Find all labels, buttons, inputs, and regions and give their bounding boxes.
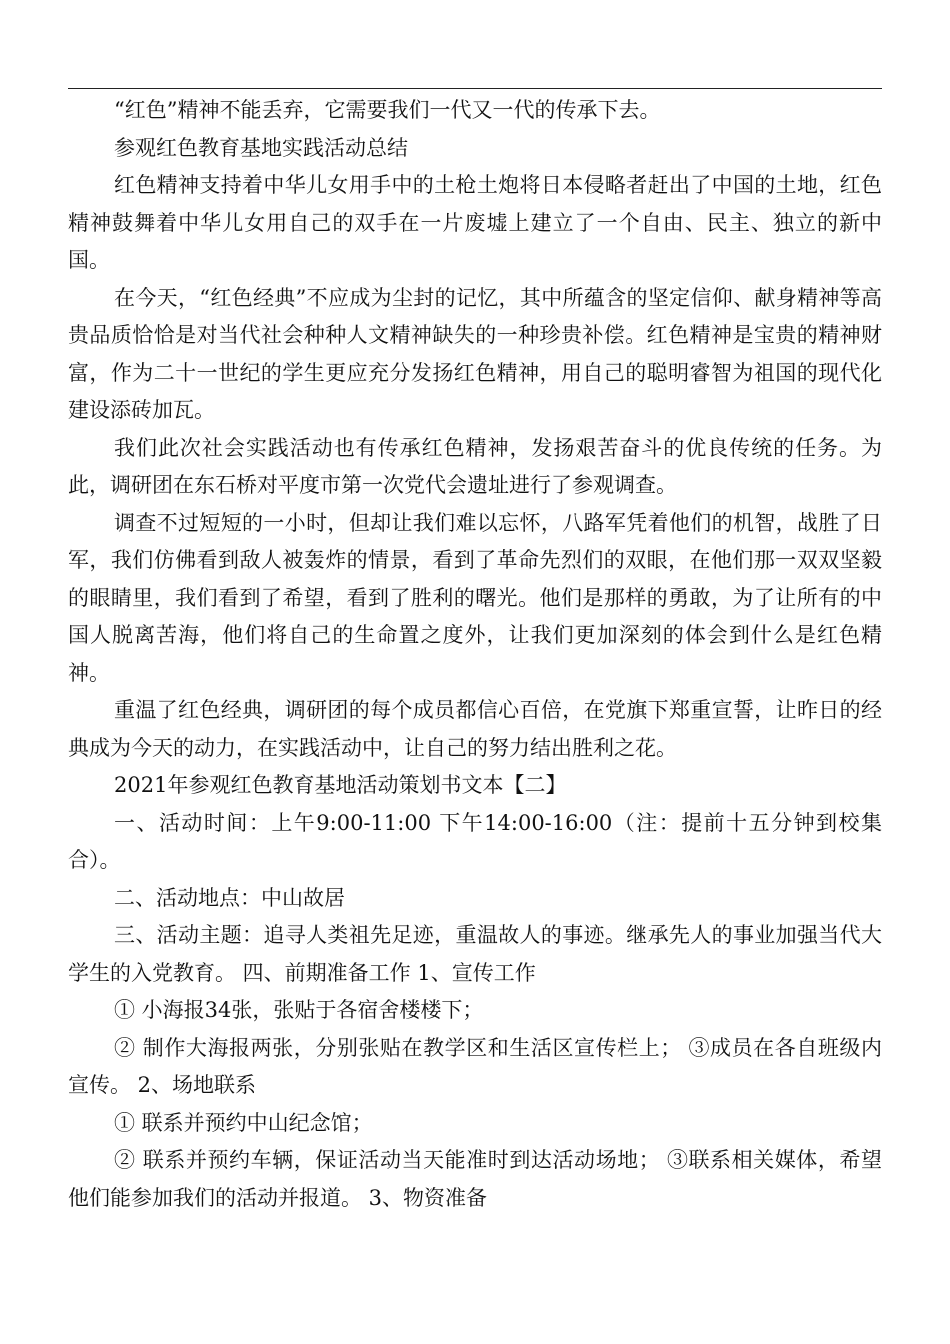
paragraph-6: 调查不过短短的一小时，但却让我们难以忘怀，八路军凭着他们的机智，战胜了日军，我们仿佛看到敌人被轰炸的情景，看到了革命先烈们的双眼，在他们那一双双坚毅的眼睛里，我们看到了希望，看到了胜利的曙光。他们是那样的勇敢，为了让所有的中国人脱离苦海，他们将自己的生命置之度外，让我们更加深刻的体会到什么是红色精神。 bbox=[68, 510, 882, 685]
activity-location: 二、活动地点：中山故居 bbox=[114, 885, 345, 910]
paragraph-7: 重温了红色经典，调研团的每个成员都信心百倍，在党旗下郑重宣誓，让昨日的经典成为今天的动力，在实践活动中，让自己的努力结出胜利之花。 bbox=[68, 698, 882, 760]
section-title-summary: 参观红色教育基地实践活动总结 bbox=[114, 135, 408, 160]
header-rule bbox=[68, 88, 882, 89]
activity-theme: 三、活动主题：追寻人类祖先足迹，重温故人的事迹。继承先人的事业加强当代大学生的入党教育。 四、前期准备工作 1、宣传工作 bbox=[68, 923, 882, 985]
paragraph-5: 我们此次社会实践活动也有传承红色精神，发扬艰苦奋斗的优良传统的任务。为此，调研团在东石桥对平度市第一次党代会遗址进行了参观调查。 bbox=[68, 435, 882, 497]
prep-item-1: ① 小海报34张，张贴于各宿舍楼楼下； bbox=[114, 998, 484, 1022]
activity-time: 一、活动时间：上午9:00-11:00 下午14:00-16:00（注：提前十五分钟到校集合）。 bbox=[68, 810, 882, 872]
venue-item-2: ② 联系并预约车辆，保证活动当天能准时到达活动场地； ③联系相关媒体，希望他们能参加我们的活动并报道。 3、物资准备 bbox=[68, 1148, 882, 1210]
prep-item-2: ② 制作大海报两张，分别张贴在教学区和生活区宣传栏上； ③成员在各自班级内宣传。 2、场地联系 bbox=[68, 1035, 882, 1097]
section-title-plan: 2021年参观红色教育基地活动策划书文本【二】 bbox=[114, 773, 567, 797]
paragraph-4: 在今天，“红色经典”不应成为尘封的记忆，其中所蕴含的坚定信仰、献身精神等高贵品质恰恰是对当代社会种种人文精神缺失的一种珍贵补偿。红色精神是宝贵的精神财富，作为二十一世纪的学生更应充分发扬红色精神，用自己的聪明睿智为祖国的现代化建设添砖加瓦。 bbox=[68, 285, 882, 422]
venue-item-1: ① 联系并预约中山纪念馆； bbox=[114, 1110, 373, 1135]
document-body bbox=[68, 92, 882, 1217]
paragraph-3: 红色精神支持着中华儿女用手中的土枪土炮将日本侵略者赶出了中国的土地，红色精神鼓舞着中华儿女用自己的双手在一片废墟上建立了一个自由、民主、独立的新中国。 bbox=[68, 173, 882, 272]
paragraph-1: “红色”精神不能丢弃，它需要我们一代又一代的传承下去。 bbox=[114, 98, 661, 122]
